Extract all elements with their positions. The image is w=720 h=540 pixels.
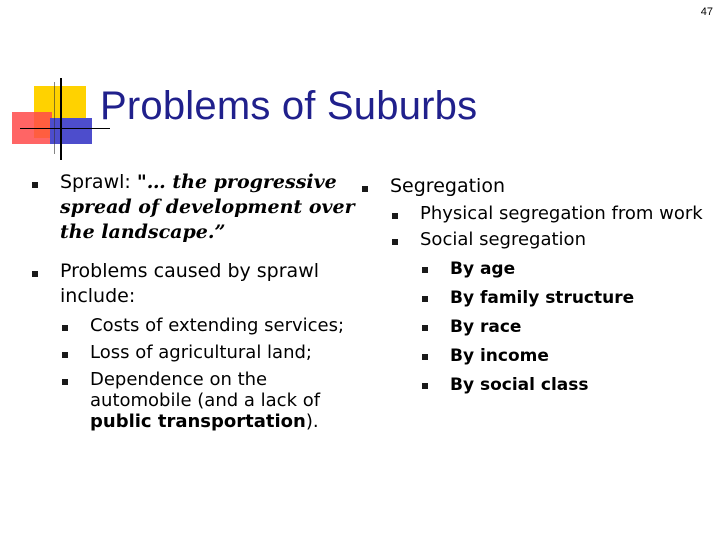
- bullet-icon: [392, 239, 398, 245]
- problem-item: [60, 315, 360, 336]
- bullet-icon: [62, 352, 68, 358]
- left-column: [30, 170, 360, 432]
- segregation-item: [390, 203, 710, 225]
- bullet-icon: [362, 186, 368, 192]
- social-type-text: By income: [450, 346, 549, 366]
- bullet-sprawl: [30, 170, 360, 245]
- bullet-icon: [422, 383, 428, 389]
- social-type-text: By race: [450, 317, 522, 337]
- problem-text: Costs of extending services;: [90, 315, 345, 336]
- bullet-icon: [62, 379, 68, 385]
- problem-item: [60, 369, 360, 432]
- bullet-icon: [392, 213, 398, 219]
- bullet-icon: [62, 325, 68, 331]
- dependence-end: ).: [305, 411, 319, 432]
- segregation-list: [390, 203, 710, 396]
- social-type-item: [420, 316, 710, 338]
- social-type-text: By family structure: [450, 288, 635, 308]
- logo-horizontal-line: [20, 128, 110, 129]
- social-type-item: [420, 345, 710, 367]
- bullet-icon: [422, 354, 428, 360]
- social-type-item: [420, 258, 710, 280]
- bullet-icon: [422, 325, 428, 331]
- bullet-icon: [32, 271, 38, 277]
- page-number: 47: [700, 6, 713, 18]
- dependence-bold: public transportation: [90, 411, 306, 432]
- problem-text: Loss of agricultural land;: [90, 342, 312, 363]
- segregation-item: [390, 229, 710, 396]
- social-type-text: By age: [450, 259, 516, 279]
- right-column: [360, 174, 710, 396]
- dependence-text: Dependence on the automobile (and a lack of: [90, 369, 321, 411]
- segregation-text: Social segregation: [420, 229, 586, 250]
- segregation-text: Physical segregation from work: [420, 203, 703, 224]
- bullet-icon: [422, 296, 428, 302]
- segregation-heading: Segregation: [390, 175, 505, 197]
- problems-intro: Problems caused by sprawl include:: [60, 260, 320, 307]
- sprawl-prefix: Sprawl:: [60, 171, 137, 193]
- social-types-list: [420, 258, 710, 396]
- slide-title: Problems of Suburbs: [100, 84, 478, 128]
- logo-blue-square: [50, 118, 92, 144]
- social-type-text: By social class: [450, 375, 589, 395]
- logo-vertical-line-thin: [54, 82, 55, 154]
- bullet-segregation: [360, 174, 710, 396]
- social-type-item: [420, 374, 710, 396]
- bullet-problems: [30, 259, 360, 432]
- social-type-item: [420, 287, 710, 309]
- problems-list: [60, 315, 360, 432]
- sprawl-quote: "… the progressive spread of development over the landscape.”: [60, 171, 355, 243]
- bullet-icon: [32, 182, 38, 188]
- bullet-icon: [422, 267, 428, 273]
- logo-vertical-line: [60, 78, 62, 160]
- problem-item: [60, 342, 360, 363]
